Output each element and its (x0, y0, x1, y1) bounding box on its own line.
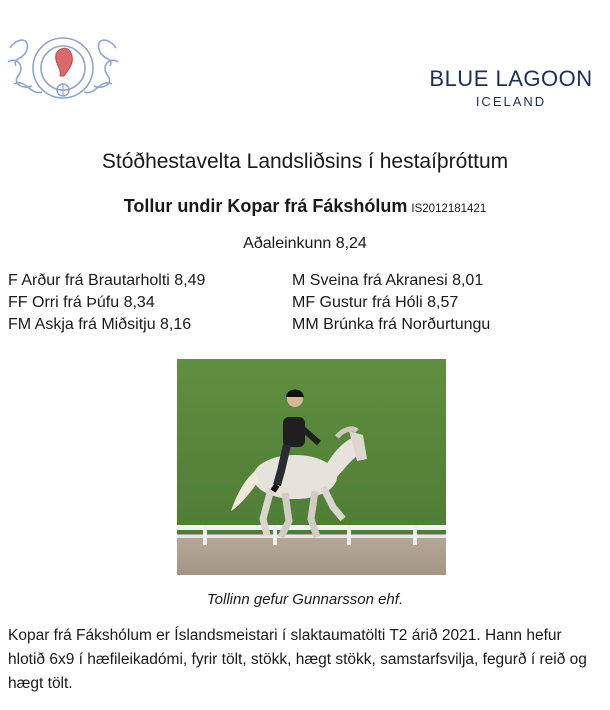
pedigree-dam-side (292, 270, 490, 336)
registration-number: IS2012181421 (411, 203, 487, 215)
stallion-name: Tollur undir Kopar frá Fákshólum (123, 196, 408, 216)
brand-name: BLUE LAGOON (429, 66, 593, 91)
pedigree-item: MM Brúnka frá Norðurtungu (292, 316, 491, 333)
horse-association-seal-icon (4, 26, 122, 116)
description-paragraph: Kopar frá Fákshólum er Íslandsmeistari í slaktaumatölti T2 árið 2021. Hann hefur hlotið 6x9 í hæfileikadómi, fyrir tölt, stökk, hægt stökk, samstarfsvilja, fegurð í reið og hægt tölt. (8, 627, 587, 692)
stallion-heading (0, 196, 610, 217)
pedigree-item: MF Gustur frá Hóli 8,57 (292, 294, 459, 311)
pedigree-sire-side (8, 270, 205, 336)
page-title: Stóðhestavelta Landsliðsins í hestaíþróttum (101, 150, 509, 173)
photo-caption: Tollinn gefur Gunnarsson ehf. (206, 591, 404, 608)
horse-rider-photo (177, 359, 446, 575)
pedigree-item: FF Orri frá Þúfu 8,34 (8, 294, 155, 311)
blue-lagoon-logo (426, 66, 596, 109)
brand-subtitle: ICELAND (475, 94, 547, 109)
pedigree-item: FM Askja frá Miðsitju 8,16 (8, 316, 192, 333)
association-logo (4, 26, 122, 116)
horse-photo (177, 359, 446, 575)
pedigree-item: F Arður frá Brautarholti 8,49 (8, 272, 206, 289)
main-score: Aðaleinkunn 8,24 (243, 235, 367, 252)
pedigree-item: M Sveina frá Akranesi 8,01 (292, 272, 484, 289)
